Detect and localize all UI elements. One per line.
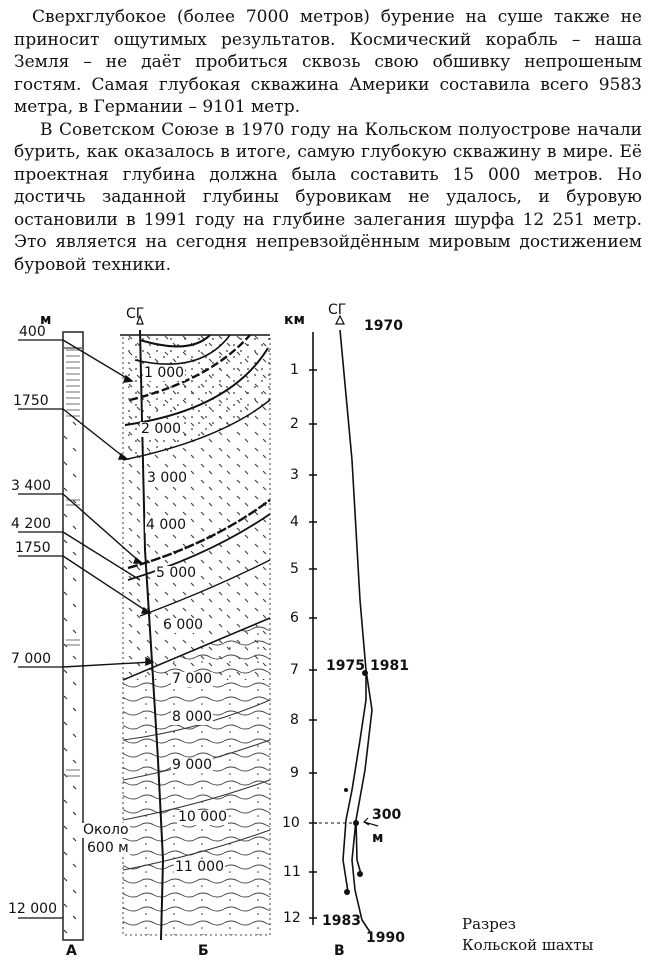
column-b-depth-11000: 11 000 bbox=[175, 859, 224, 875]
km-tick-1: 1 bbox=[290, 362, 299, 378]
year-1975: 1975 bbox=[326, 658, 365, 674]
km-tick-7: 7 bbox=[290, 662, 299, 678]
column-a-depth-12000: 12 000 bbox=[8, 901, 57, 917]
year-1983: 1983 bbox=[322, 913, 361, 929]
column-a-unit: м bbox=[40, 312, 52, 328]
column-a-depth-1750: 1750 bbox=[13, 393, 49, 409]
column-b-letter: Б bbox=[198, 943, 209, 959]
km-tick-3: 3 bbox=[290, 467, 299, 483]
km-tick-12: 12 bbox=[283, 910, 301, 926]
column-c-letter: В bbox=[334, 943, 345, 959]
column-a bbox=[18, 332, 83, 940]
column-a-depth-3400: 3 400 bbox=[11, 478, 52, 494]
column-b-note-line2: 600 м bbox=[87, 840, 129, 856]
column-b-depth-7000: 7 000 bbox=[172, 671, 213, 687]
column-b-depth-3000: 3 000 bbox=[147, 470, 188, 486]
column-b-depth-1000: 1 000 bbox=[144, 365, 185, 381]
column-b-depth-2000: 2 000 bbox=[141, 421, 182, 437]
offset-unit: м bbox=[372, 830, 384, 846]
column-a-letter: А bbox=[66, 943, 77, 959]
figure-caption bbox=[462, 914, 594, 956]
km-tick-8: 8 bbox=[290, 712, 299, 728]
km-tick-4: 4 bbox=[290, 514, 299, 530]
km-tick-5: 5 bbox=[290, 561, 299, 577]
column-a-depth-1750-b: 1750 bbox=[15, 540, 51, 556]
column-b-well-label: СГ bbox=[126, 306, 145, 322]
km-tick-9: 9 bbox=[290, 765, 299, 781]
caption-line1: Разрез bbox=[462, 915, 516, 933]
column-a-depth-400: 400 bbox=[19, 324, 46, 340]
kola-well-figure bbox=[0, 300, 652, 970]
caption-line2: Кольской шахты bbox=[462, 936, 594, 954]
paragraph-1: Сверхглубокое (более 7000 метров) бурение на суше также не приносит ощутимых результатов. Космический корабль – наша Земля – не даёт пробиться сквозь свою обшивку непрошеным гостям. Самая глубокая скважина Америки составила всего 9583 метра, в Германии – 9101 метр. bbox=[14, 7, 642, 117]
offset-value: 300 bbox=[372, 807, 402, 823]
column-b-depth-6000: 6 000 bbox=[163, 617, 204, 633]
year-1981: 1981 bbox=[370, 658, 409, 674]
km-tick-11: 11 bbox=[283, 864, 301, 880]
column-b-depth-8000: 8 000 bbox=[172, 709, 213, 725]
year-1970: 1970 bbox=[364, 318, 403, 334]
km-tick-2: 2 bbox=[290, 416, 299, 432]
column-a-depth-7000: 7 000 bbox=[11, 651, 52, 667]
column-c bbox=[309, 316, 378, 935]
km-tick-6: 6 bbox=[290, 610, 299, 626]
year-1990: 1990 bbox=[366, 930, 405, 946]
column-b-depth-4000: 4 000 bbox=[146, 517, 187, 533]
column-b-depth-5000: 5 000 bbox=[156, 565, 197, 581]
column-c-well-label: СГ bbox=[328, 302, 347, 318]
column-b-note-line1: Около bbox=[83, 822, 129, 838]
figure-drawing bbox=[0, 300, 652, 970]
article-text bbox=[14, 6, 642, 276]
column-b-depth-10000: 10 000 bbox=[178, 809, 227, 825]
column-a-depth-4200: 4 200 bbox=[11, 516, 52, 532]
column-b-depth-9000: 9 000 bbox=[172, 757, 213, 773]
column-c-unit: км bbox=[284, 312, 305, 328]
paragraph-2: В Советском Союзе в 1970 году на Кольском полуострове начали бурить, как оказалось в итоге, самую глубокую скважину в мире. Её проектная глубина должна была составить 15 000 метров. Но достичь заданной глубины буровикам не удалось, и буровую остановили в 1991 году на глубине залегания шурфа 12 251 метр. Это является на сегодня непревзойдённым мировым достижением буровой техники. bbox=[14, 119, 642, 275]
km-tick-10: 10 bbox=[282, 815, 300, 831]
